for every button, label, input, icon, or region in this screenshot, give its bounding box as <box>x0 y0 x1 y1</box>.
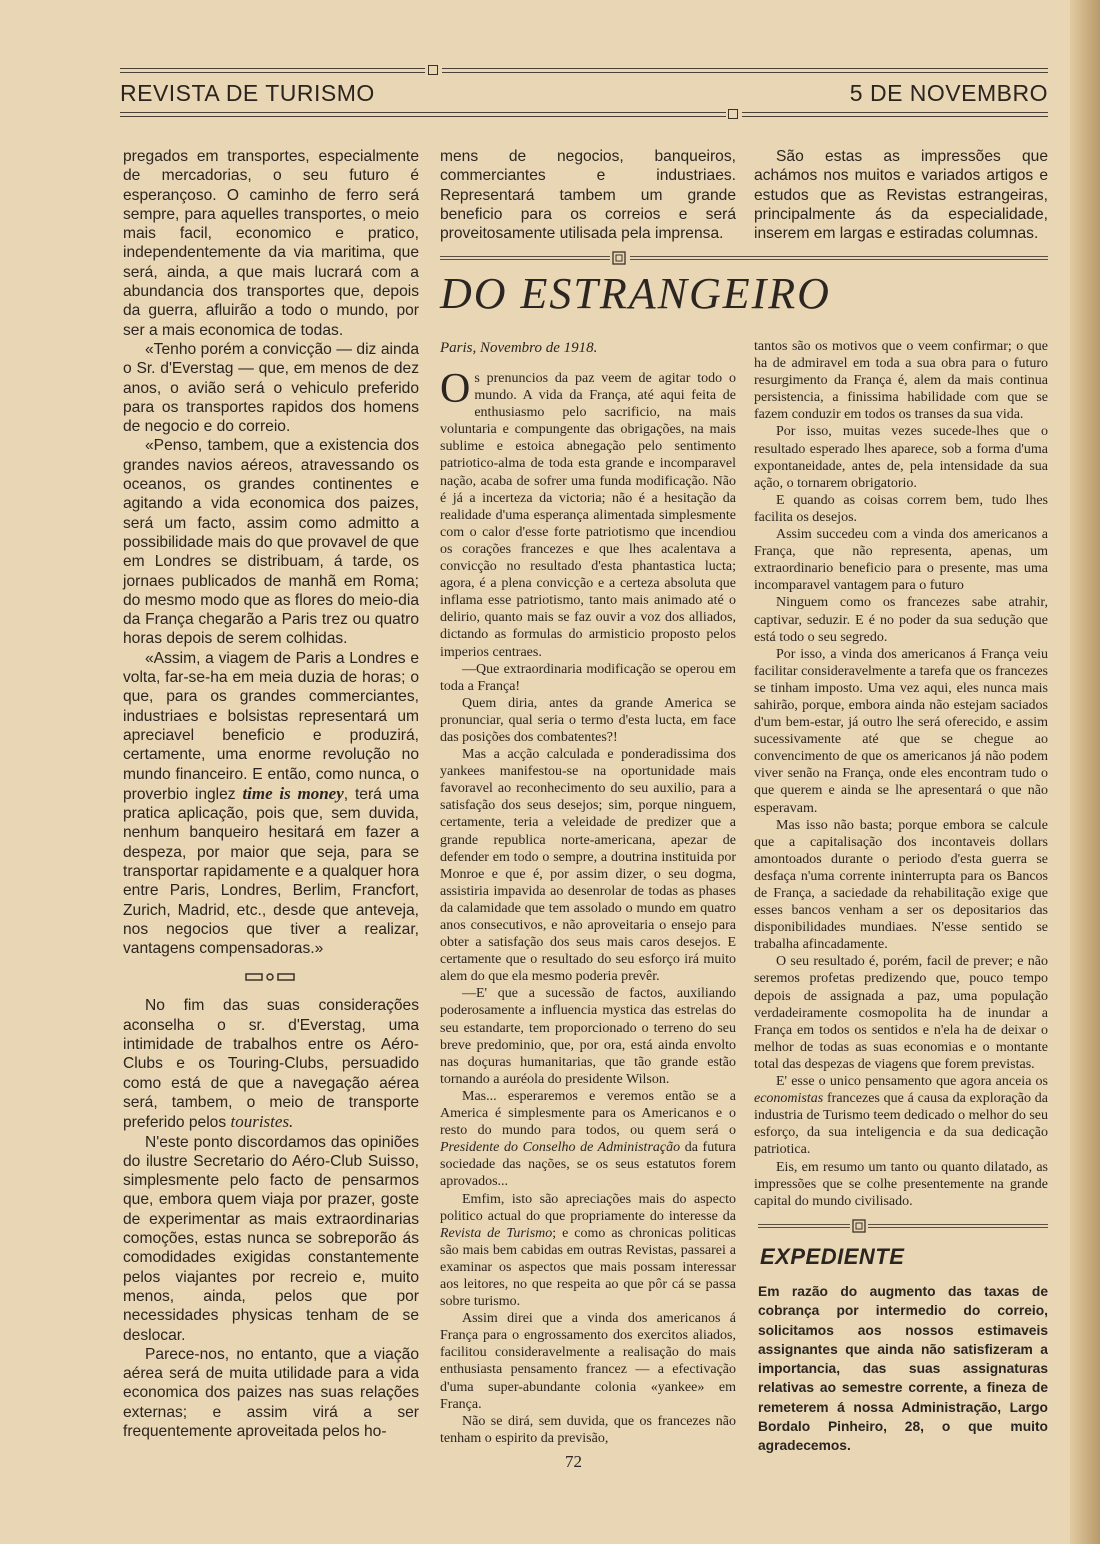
expediente-rule-right <box>868 1227 1048 1228</box>
page-number: 72 <box>565 1452 582 1471</box>
text-run: No fim das suas considerações aconselha o sr. d'Everstag, uma intimidade de trabalhos entre os Aéro-Clubs e os Touring-Clubs, persuadido como está de que a navegação aérea será, tambem, o meio de transporte preferido pelos <box>123 997 419 1132</box>
section-rule-right <box>630 259 1048 260</box>
paragraph: Por isso, a vinda dos americanos á França veiu facilitar consideravelmente a tarefa que os francezes se tinham imposto. Uma vez aqui, eles nunca mais sahirão, porque, embora ainda não estejam saciados d'um bem-estar, já outro lhe será oferecido, e assim sucessivamente até que se chegue ao convencimento de que os americanos já não podem viver senão na França, onde eles encontram tudo o que querem e ainda se lhe apresentará o que não esperavam. <box>754 646 1048 816</box>
paragraph: tantos são os motivos que o veem confirmar; o que ha de admiravel em toda a sua obra para o futuro resurgimento da França é, alem da mais continua persistencia, a finissima habilidade com que se fazem conduzir em todos os transes da sua vida. <box>754 339 1048 423</box>
paragraph <box>754 1073 1048 1158</box>
expediente-title: EXPEDIENTE <box>760 1244 905 1269</box>
paragraph: «Penso, tambem, que a existencia dos grandes navios aéreos, atravessando os oceanos, os grandes continentes e agitando a vida economica dos paizes, será um facto, assim como admitto a possibilidade mais do que provavel de que em Londres se distribuam, á tarde, os jornaes publicados de manhã em Roma; do mesmo modo que as flores do meio-dia da França chegarão a Paris trez ou quatro horas depois de serem colhidas. <box>123 437 419 648</box>
paragraph: E quando as coisas correm bem, tudo lhes facilita os desejos. <box>754 492 1048 525</box>
column-2-article <box>440 366 736 1447</box>
ornament-square <box>728 109 738 119</box>
paragraph: Assim direi que a vinda dos americanos á França para o engrossamento dos exercitos aliados, facilitou consideravelmente a realisação do mais enthusiasta pensamento francez — a efectivação d'uma super-abundante colonia «yankee» em França. <box>440 1311 736 1412</box>
paragraph <box>440 1191 736 1311</box>
paragraph: São estas as impressões que achámos nos muitos e variados artigos e estudos que as Revistas estrangeiras, principalmente ás da especialidade, inserem em largas e estiradas columnas. <box>754 148 1048 243</box>
column-3-top <box>754 147 1048 243</box>
expediente-rule-right <box>868 1224 1048 1225</box>
text-run: ; e como as chronicas politicas são mais bem cabidas em outras Revistas, passarei a examinar os aspectos que mais possam interessar aos leitores, no que respeita ao que pôr cá se passa sobre turismo. <box>440 1225 736 1310</box>
header-title: REVISTA DE TURISMO <box>120 80 375 106</box>
paragraph: Parece-nos, no entanto, que a viação aérea será de muita utilidade para a vida economica dos paizes nas suas relações externas; e assim virá a ser frequentemente aproveitada pelos ho- <box>123 1345 419 1440</box>
paragraph: Quem diria, antes da grande America se pronunciar, qual seria o termo d'esta lucta, em face das posições dos combatentes?! <box>440 695 736 745</box>
paragraph: Assim succedeu com a vinda dos americanos a França, que não representa, apenas, um extraordinario beneficio para o presente, mas uma incomparavel vantagem para o futuro <box>754 527 1048 594</box>
section-rule-right <box>630 256 1048 257</box>
drop-cap: O <box>440 366 471 412</box>
text-run: da futura sociedade das nações, se os seus estatutos forem aprovados... <box>440 1140 736 1190</box>
paragraph: O seu resultado é, porém, facil de prever; e não seremos profetas predizendo que, pouco tempo depois de assignada a paz, uma população verdadeiramente cosmopolita ha de inundar a França em todos os sentidos e n'ela ha de deixar o melhor de todas as suas economias e o montante total das despezas de viagens que forem previstas. <box>754 954 1048 1072</box>
text-run: , terá uma pratica aplicação, pois que, sem duvida, nenhum banqueiro hesitará em fazer a despeza, por maior que seja, para se transportar rapidamente e a qualquer hora entre Paris, Londres, Berlim, Francfort, Zurich, Madrid, etc., desde que anteveja, nos negocios que tiver a realizar, vantagens compensadoras.» <box>123 785 419 958</box>
italic-phrase: economistas <box>754 1091 824 1107</box>
paragraph: mens de negocios, banqueiros, commerciantes e industriaes. Representará tambem um grande beneficio para os correios e será proveitosamente utilisada pela imprensa. <box>440 148 736 243</box>
italic-phrase: time is money <box>242 783 344 803</box>
section-rule-left <box>440 259 610 260</box>
column-2-top <box>440 147 736 243</box>
text-run: s prenuncios da paz veem de agitar todo o mundo. A vida da França, até aqui feita de enthusiasmo pelo sacrificio, na mais voluntaria e compungente das obrigações, na mais sublime e estoica abnegação pelo sentimento patriotico-alma de toda esta grande e incomparavel nação, acaba de sofrer uma funda modificação. Não é já a incerteza da victoria; não é a hesitação da realidade d'uma esperança alimentada simplesmente com o calor d'esse forte patriotismo que incendiou os corações francezes e que lhes acalentava a convicção no resultado d'esta phantastica lucta; agora, é a plena convicção e a certeza absoluta que inflama esse patriotismo, tanto mais animado até o delirio, quanto mais se faz ouvir a voz dos alliados, dictando as formulas do armisticio proposto pelos imperios centraes. <box>440 371 736 660</box>
paragraph: —Que extraordinaria modificação se operou em toda a França! <box>440 661 736 694</box>
text-run: francezes que á causa da exploração da industria de Turismo teem dedicado o melhor do seu esforço, da sua inteligencia e da sua dedicação patriotica. <box>754 1091 1048 1158</box>
paragraph: Não se dirá, sem duvida, que os francezes não tenham o espirito da previsão, <box>440 1413 736 1446</box>
paragraph <box>440 366 736 661</box>
italic-phrase: touristes. <box>230 1112 294 1132</box>
paragraph: —E' que a sucessão de factos, auxiliando poderosamente a influencia mystica das estrelas do seu estandarte, tem proporcionado o terreno do seu breve predominio, que, por ora, está ainda envolto nas doçuras humanitarias, que tão grande estão tornando a auréola do presidente Wilson. <box>440 986 736 1087</box>
text-run: «Assim, a viagem de Paris a Londres e volta, far-se-ha em meia duzia de horas; o que, para os grandes commerciantes, industriaes e bolsistas representará um apreciavel beneficio e produzirá, certamente, uma enorme revolução no mundo financeiro. E então, como nunca, o proverbio inglez <box>123 649 419 803</box>
paragraph <box>123 649 419 959</box>
paragraph <box>440 1088 736 1191</box>
paragraph <box>123 996 419 1132</box>
expediente-rule-left <box>758 1227 850 1228</box>
paragraph: N'este ponto discordamos das opiniões do ilustre Secretario do Aéro-Club Suisso, simplesmente pelo facto de pensarmos que, embora quem viaja por prazer, goste de experimentar as mais extraordinarias comoções, estas nunca se sobreporão ás comodidades exigidas constantemente pelos viajantes por recreio e, muito menos, ainda, pelos que por necessidades physicas tenham de se deslocar. <box>123 1133 419 1344</box>
italic-phrase: Presidente do Conselho de Administração <box>440 1140 681 1156</box>
text-run: Mas... esperaremos e veremos então se a America é simplesmente para os Americanos e o resto do mundo para todos, ou quem será o <box>440 1088 736 1139</box>
paragraph: pregados em transportes, especialmente de mercadorias, o seu futuro é esperançoso. O caminho de ferro será sempre, para aquelles transportes, o meio mais facil, economico e pratico, independentemente da via maritima, que será, ainda, a que mais lucrará com a abundancia dos transportes que, depois da guerra, afluirão a todo o mundo, por ser a mais economica de todas. <box>123 148 419 339</box>
text-run: E' esse o unico pensamento que agora anceia os <box>776 1074 1048 1090</box>
paragraph: Por isso, muitas vezes sucede-lhes que o resultado esperado lhes aparece, sob a forma d'uma expontaneidade, antes de, pela intensidade da sua ação, o tornarem obrigatorio. <box>754 424 1048 491</box>
paragraph: «Tenho porém a convicção — diz ainda o Sr. d'Everstag — que, em menos de dez anos, o avião será o vehiculo preferido para os transportes rapidos dos homens de negocio e do correio. <box>123 340 419 436</box>
text-run: Emfim, isto são apreciações mais do aspecto politico actual do que propriamente do interesse da <box>440 1191 736 1224</box>
paragraph: Mas a acção calculada e ponderadissima dos yankees manifestou-se na oportunidade mais favoravel ao reconhecimento do seu auxilio, para a satisfação dos seus desejos; sim, porque ninguem, certamente, teria a veleidade de predizer que a grande republica norte-americana, apezar de defender em todo o sempre, a doutrina instituida por Monroe e que é, por assim dizer, o seu dogma, assistiria impavida ao desenrolar de todas as phases da calamidade que tem assolado o mundo em quatro anos consecutivos, e não aproveitaria o ensejo para obter a satisfação dos seus mais caros desejos. E certamente que o resultado do seu esforço irá muito alem do que ela mesmo poderia prevêr. <box>440 747 736 985</box>
paragraph: Mas isso não basta; porque embora se calcule que a capitalisação dos incontaveis dollars amontoados durante o periodo d'esta guerra se desfaça n'uma corrente ininterrupta para os Bancos de França, a saciedade da rehabilitação exige que esses bancos venham a ser os depositarios das disponibilidades mundiaes. N'esse sentido se trabalha afincadamente. <box>754 817 1048 953</box>
column-1 <box>123 147 419 1441</box>
section-rule-left <box>440 256 610 257</box>
section-title: DO ESTRANGEIRO <box>440 269 831 318</box>
page-edge <box>1070 0 1100 1544</box>
ornament-square <box>428 65 438 75</box>
expediente-rule-left <box>758 1224 850 1225</box>
column-3-article <box>754 338 1048 1210</box>
italic-phrase: Revista de Turismo <box>440 1225 553 1241</box>
ornament-square-icon <box>612 251 626 265</box>
dateline: Paris, Novembro de 1918. <box>440 340 598 356</box>
expediente-body: Em razão do augmento das taxas de cobrança por intermedio do correio, solicitamos aos nossos estimaveis assignantes que ainda não satisfizeram a importancia, das suas assignaturas relativas ao semestre corrente, a fineza de remeterem á nossa Administração, Largo Bordalo Pinheiro, 28, o que muito agradecemos. <box>758 1284 1048 1454</box>
paragraph: Ninguem como os francezes sabe atrahir, captivar, seduzir. E é no poder da sua sedução que está todo o seu segredo. <box>754 595 1048 645</box>
section-ornament <box>123 958 419 996</box>
ornament-square-icon <box>852 1219 866 1233</box>
header-date: 5 DE NOVEMBRO <box>849 80 1048 106</box>
ornament-divider <box>245 972 295 982</box>
paragraph: Eis, em resumo um tanto ou quanto dilatado, as impressões que se colhe presentemente na grande capital do mundo civilisado. <box>754 1159 1048 1209</box>
